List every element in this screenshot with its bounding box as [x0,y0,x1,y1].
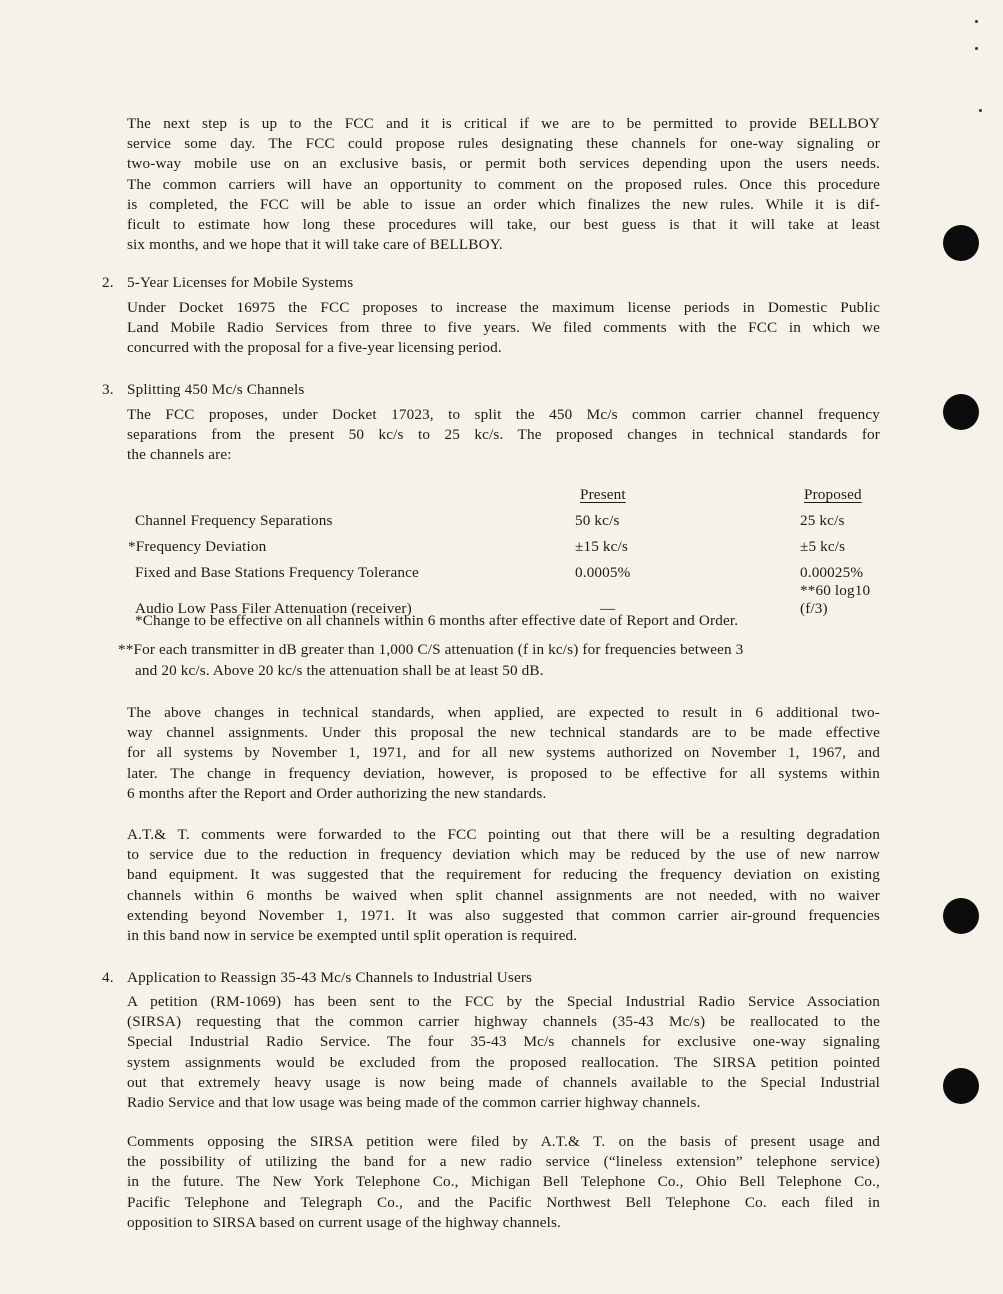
section-title: 5-Year Licenses for Mobile Systems [127,274,354,291]
text-line: is completed, the FCC will be able to issue an order which finalizes the new rules. While it is dif- [127,195,880,213]
section-number: 2. [102,274,114,291]
section-4-heading [102,968,532,988]
text-line: extending beyond November 1, 1971. It was also suggested that common carrier air-ground frequencies [127,906,880,924]
section-number: 4. [102,969,114,986]
text-line: in the future. The New York Telephone Co., Michigan Bell Telephone Co., Ohio Bell Telephone Co., [127,1173,880,1191]
proposed-value: 25 kc/s [800,512,845,529]
text-line: The FCC proposes, under Docket 17023, to split the 450 Mc/s common carrier channel frequency [127,406,880,423]
footnote-line: and 20 kc/s. Above 20 kc/s the attenuation shall be at least 50 dB. [135,662,544,679]
section-3-heading [102,380,304,400]
footnote-single-asterisk: *Change to be effective on all channels within 6 months after effective date of Report and Order. [135,612,739,629]
text-line: in this band now in service be exempted until split operation is required. [127,927,578,945]
punch-hole-4 [943,1068,979,1104]
column-header-present: Present [580,486,626,503]
footnote-line: **For each transmitter in dB greater than 1,000 C/S attenuation (f in kc/s) for frequencies between 3 [118,641,744,658]
text-line: channels within 6 months be waived when split channel assignments are not needed, with no waiver [127,886,880,904]
row-label: Fixed and Base Stations Frequency Tolerance [135,564,419,581]
row-label: Channel Frequency Separations [135,512,333,529]
present-value: 50 kc/s [575,512,620,529]
text-line: out that extremely heavy usage is now being made of channels available to the Special Industrial [127,1073,880,1091]
text-line: 6 months after the Report and Order authorizing the new standards. [127,784,547,802]
text-line: The next step is up to the FCC and it is critical if we are to be permitted to provide BELLBOY [127,115,880,132]
technical-standards-table [128,478,888,618]
paragraph-section-2 [127,298,880,359]
text-line: two-way mobile use on an exclusive basis, or permit both services depending upon the users needs. [127,155,880,173]
section-number: 3. [102,381,114,398]
column-header-proposed: Proposed [804,486,862,503]
paragraph-technical-changes [127,703,880,804]
punch-hole-1 [943,225,979,261]
text-line: A petition (RM-1069) has been sent to the FCC by the Special Industrial Radio Service Association [127,993,880,1010]
text-line: later. The change in frequency deviation, however, is proposed to be effective for all systems within [127,764,880,782]
paragraph-section-3 [127,405,880,466]
punch-hole-2 [943,394,979,430]
text-line: ficult to estimate how long these procedures will take, our best guess is that it will take at least [127,216,880,234]
text-line: (SIRSA) requesting that the common carrier highway channels (35-43 Mc/s) be reallocated to the [127,1013,880,1031]
text-line: six months, and we hope that it will take care of BELLBOY. [127,236,503,254]
text-line: Comments opposing the SIRSA petition were filed by A.T.& T. on the basis of present usage and [127,1133,880,1150]
proposed-value: ±5 kc/s [800,538,846,555]
proposed-value: **60 log10 (f/3) [800,582,871,617]
paragraph-opposing-comments [127,1132,880,1233]
text-line: way channel assignments. Under this proposal the new technical standards are to be made effective [127,724,880,742]
text-line: the possibility of utilizing the band for a new radio service (“lineless extension” telephone service) [127,1153,880,1171]
text-line: The common carriers will have an opportunity to comment on the proposed rules. Once this procedure [127,175,880,193]
table-row [128,504,888,530]
proposed-value: 0.00025% [800,564,864,581]
speck [975,20,978,23]
punch-hole-3 [943,898,979,934]
text-line: The above changes in technical standards, when applied, are expected to result in 6 additional two- [127,704,880,721]
text-line: opposition to SIRSA based on current usage of the highway channels. [127,1213,561,1231]
text-line: Radio Service and that low usage was being made of the common carrier highway channels. [127,1094,701,1112]
text-line: service some day. The FCC could propose rules designating these channels for one-way signaling or [127,135,880,153]
text-line: band equipment. It was suggested that the requirement for reducing the frequency deviation on existing [127,866,880,884]
section-2-heading [102,273,353,293]
text-line: Land Mobile Radio Services from three to five years. We filed comments with the FCC in which we [127,319,880,337]
row-label: *Frequency Deviation [128,538,267,555]
speck [979,109,982,112]
paragraph-bellboy [127,114,880,255]
text-line: Special Industrial Radio Service. The four 35-43 Mc/s channels for exclusive one-way signaling [127,1033,880,1051]
table-header-row [128,478,888,504]
section-title: Splitting 450 Mc/s Channels [127,381,305,398]
present-value: 0.0005% [575,564,631,581]
present-value: ±15 kc/s [575,538,628,555]
text-line: Pacific Telephone and Telegraph Co., and the Pacific Northwest Bell Telephone Co. each filed in [127,1193,880,1211]
table-row [128,530,888,556]
paragraph-section-4 [127,992,880,1113]
paragraph-att-comments [127,825,880,946]
text-line: system assignments would be excluded from the proposed reallocation. The SIRSA petition pointed [127,1053,880,1071]
text-line: to service due to the reduction in frequency deviation which may be reduced by the use of new narrow [127,846,880,864]
section-title: Application to Reassign 35-43 Mc/s Channels to Industrial Users [127,969,533,986]
present-value: — [600,600,616,617]
text-line: separations from the present 50 kc/s to 25 kc/s. The proposed changes in technical standards for [127,426,880,444]
text-line: A.T.& T. comments were forwarded to the FCC pointing out that there will be a resulting degradation [127,826,880,843]
text-line: concurred with the proposal for a five-year licensing period. [127,339,502,357]
footnote-double-asterisk [118,639,743,681]
text-line: for all systems by November 1, 1971, and for all new systems authorized on November 1, 1967, and [127,744,880,762]
text-line: Under Docket 16975 the FCC proposes to increase the maximum license periods in Domestic Public [127,299,880,316]
speck [975,47,978,50]
row-label: Audio Low Pass Filer Attenuation (receiver) [135,600,412,617]
table-row [128,556,888,582]
text-line: the channels are: [127,446,232,464]
